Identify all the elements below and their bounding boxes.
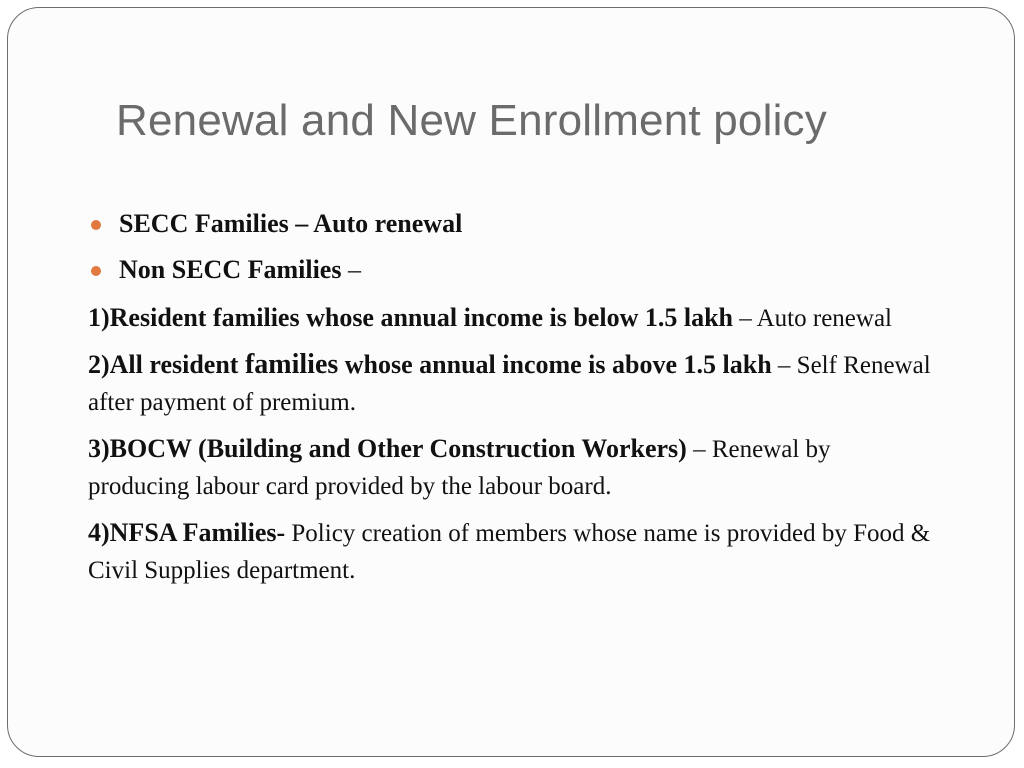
policy-item-heading: 1)Resident families whose annual income is below 1.5 lakh xyxy=(88,303,733,332)
policy-item-detail: – Auto renewal xyxy=(733,305,892,332)
policy-item-heading: 4)NFSA Families- xyxy=(88,518,286,547)
policy-item-detail: – Renewal by producing labour card provided by the labour board. xyxy=(88,436,831,500)
policy-item-detail: – Self Renewal after payment of premium. xyxy=(88,352,931,416)
slide-body xyxy=(88,208,938,599)
bullet-text-bold: SECC Families – Auto renewal xyxy=(119,209,463,238)
policy-item-heading-prefix: 2)All resident xyxy=(88,350,245,379)
policy-item-2 xyxy=(88,347,938,421)
bullet-dot-icon xyxy=(91,220,101,230)
bullet-dot-icon xyxy=(91,266,101,276)
policy-item-heading-emphasis: families xyxy=(244,349,339,380)
slide-title: Renewal and New Enrollment policy xyxy=(116,96,827,145)
policy-item-3 xyxy=(88,431,938,505)
policy-item-4 xyxy=(88,515,938,589)
bullet-item xyxy=(88,254,938,286)
bullet-item xyxy=(88,208,938,240)
policy-item-heading-suffix: whose annual income is above 1.5 lakh xyxy=(338,350,772,379)
bullet-text-bold: Non SECC Families xyxy=(119,255,342,284)
slide-frame xyxy=(7,7,1015,757)
bullet-text: – xyxy=(341,255,361,284)
policy-item-detail: Policy creation of members whose name is provided by Food & Civil Supplies department. xyxy=(88,520,931,584)
policy-item-1 xyxy=(88,300,938,337)
policy-item-heading: 3)BOCW (Building and Other Construction Workers) xyxy=(88,434,687,463)
